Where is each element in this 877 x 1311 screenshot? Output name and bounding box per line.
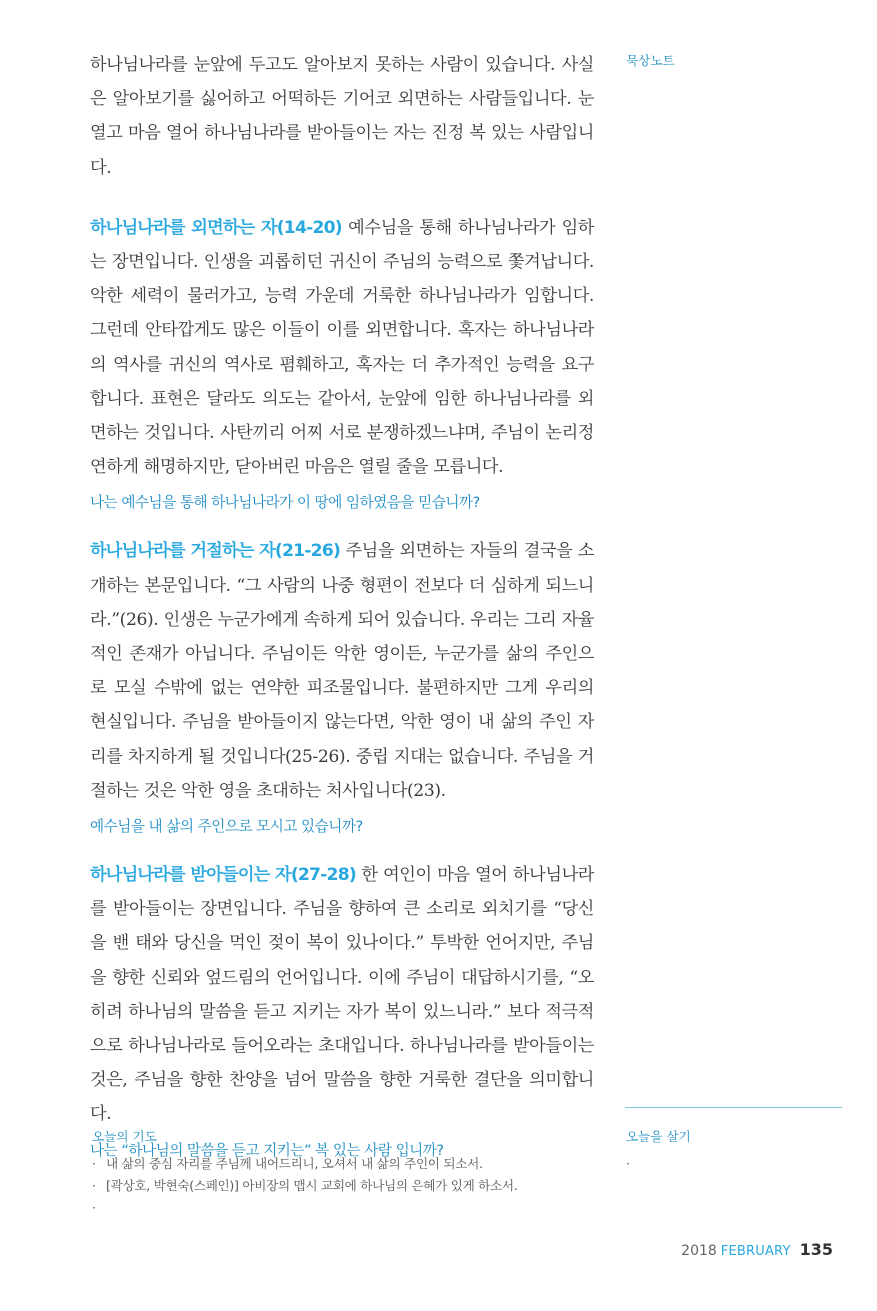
section-body: 주님을 외면하는 자들의 결국을 소개하는 본문입니다. “그 사람의 나중 형편이 전보다 더 심하게 되느니라.”(26). 인생은 누군가에게 속하게 되어 있습니다. 우리는 그리 자율적인 존재가 아닙니다. 주님이든 악한 영이든, 누군가를 삶의 주인으로 모실 수밖에 없는 연약한 피조물입니다. 불편하지만 그게 우리의 현실입니다. 주님을 받아들이지 않는다면, 악한 영이 내 삶의 주인 자리를 차지하게 될 것입니다(25-26). 중립 지대는 없습니다. 주님을 거절하는 것은 악한 영을 초대하는 처사입니다(23). — [90, 541, 594, 801]
divider-line — [625, 1107, 842, 1108]
live-today-item — [626, 1153, 841, 1175]
footer-month: FEBRUARY — [720, 1244, 791, 1259]
prayer-text: 내 삶의 중심 자리를 주님께 내어드리니, 오셔서 내 삶의 주인이 되소서. — [106, 1156, 483, 1171]
reflection-question: 나는 “하나님의 말씀을 듣고 지키는” 복 있는 사람 입니까? — [90, 1141, 444, 1159]
section-reject-ignore — [90, 211, 594, 515]
prayer-title: 오늘의 기도 — [92, 1129, 157, 1144]
section-accept — [90, 858, 594, 1162]
meditation-note-label: 묵상노트 — [626, 53, 675, 68]
todays-prayer-box — [92, 1126, 592, 1219]
prayer-item — [92, 1197, 592, 1219]
section-paragraph — [90, 534, 594, 808]
section-paragraph — [90, 858, 594, 1132]
page-footer — [681, 1240, 833, 1259]
prayer-text: [곽상호, 박현숙(스페인)] 아비장의 맵시 교회에 하나님의 은혜가 있게 하소서. — [106, 1178, 518, 1193]
section-heading: 하나님나라를 거절하는 자(21-26) — [90, 541, 341, 562]
prayer-item — [92, 1175, 592, 1197]
bullet-dot: · — [92, 1178, 96, 1193]
section-paragraph — [90, 211, 594, 485]
section-heading: 하나님나라를 외면하는 자(14-20) — [90, 217, 342, 238]
live-today-box — [626, 1126, 841, 1175]
reflection-question: 나는 예수님을 통해 하나님나라가 이 땅에 임하였음을 믿습니까? — [90, 494, 480, 512]
prayer-item — [92, 1153, 592, 1175]
bullet-dot: · — [626, 1156, 630, 1171]
section-body: 예수님을 통해 하나님나라가 임하는 장면입니다. 인생을 괴롭히던 귀신이 주님의 능력으로 쫓겨납니다. 악한 세력이 물러가고, 능력 가운데 거룩한 하나님나라가 임합니다. 그런데 안타깝게도 많은 이들이 이를 외면합니다. 혹자는 하나님나라의 역사를 귀신의 역사로 폄훼하고, 혹자는 더 추가적인 능력을 요구합니다. 표현은 달라도 의도는 같아서, 눈앞에 임한 하나님나라를 외면하는 것입니다. 사탄끼리 어찌 서로 분쟁하겠느냐며, 주님이 논리정연하게 해명하지만, 닫아버린 마음은 열릴 줄을 모릅니다. — [90, 217, 594, 478]
reflection-question: 예수님을 내 삶의 주인으로 모시고 있습니까? — [90, 818, 363, 836]
intro-paragraph: 하나님나라를 눈앞에 두고도 알아보지 못하는 사람이 있습니다. 사실은 알아보기를 싫어하고 어떡하든 기어코 외면하는 사람들입니다. 눈 열고 마음 열어 하나님나라를 받아들이는 자는 진정 복 있는 사람입니다. — [90, 55, 594, 178]
main-column — [90, 48, 594, 1162]
live-today-title: 오늘을 살기 — [626, 1129, 691, 1144]
bullet-dot: · — [92, 1200, 96, 1215]
section-body: 한 여인이 마음 열어 하나님나라를 받아들이는 장면입니다. 주님을 향하여 큰 소리로 외치기를 “당신을 밴 태와 당신을 먹인 젖이 복이 있나이다.” 투박한 언어지만, 주님을 향한 신뢰와 엎드림의 언어입니다. 이에 주님이 대답하시기를, “오히려 하나님의 말씀을 듣고 지키는 자가 복이 있느니라.” 보다 적극적으로 하나님나라로 들어오라는 초대입니다. 하나님나라를 받아들이는 것은, 주님을 향한 찬양을 넘어 말씀을 향한 거룩한 결단을 의미합니다. — [90, 865, 594, 1125]
section-refuse — [90, 534, 594, 838]
section-heading: 하나님나라를 받아들이는 자(27-28) — [90, 865, 356, 886]
bullet-dot: · — [92, 1156, 96, 1171]
page-number: 135 — [799, 1240, 833, 1259]
footer-year: 2018 — [681, 1243, 717, 1259]
